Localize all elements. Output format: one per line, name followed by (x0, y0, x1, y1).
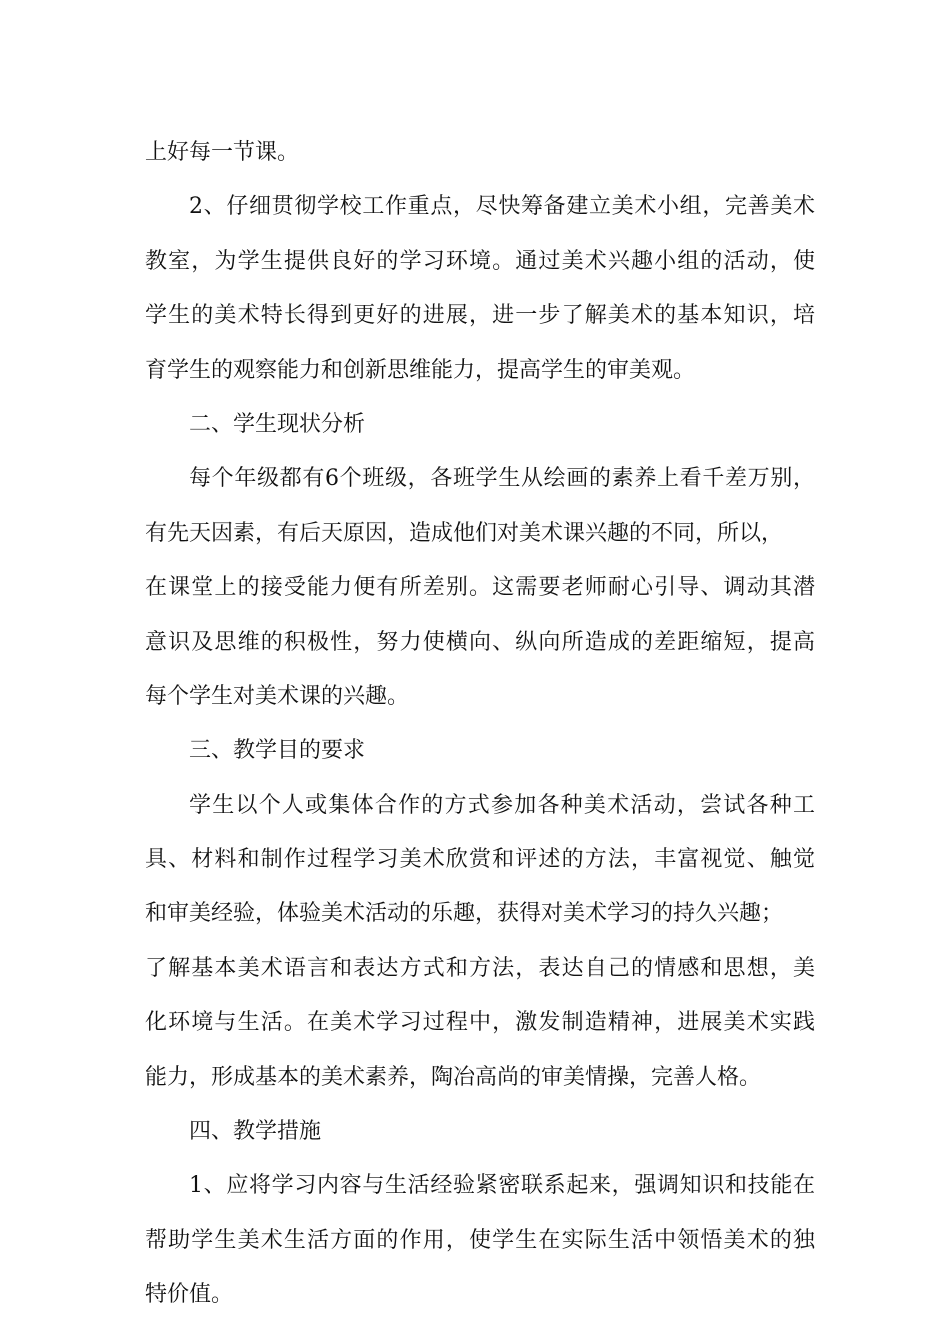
paragraph-first-line: 每个年级都有6个班级，各班学生从绘画的素养上看千差万别， (189, 466, 815, 492)
text-line: 教室，为学生提供良好的学习环境。通过美术兴趣小组的活动，使 (145, 248, 815, 274)
document-body (145, 128, 815, 1325)
text-line: 了解基本美术语言和表达方式和方法，表达自己的情感和思想，美 (145, 955, 815, 981)
text-line: 特价值。 (145, 1282, 234, 1308)
text-line: 帮助学生美术生活方面的作用，使学生在实际生活中领悟美术的独 (145, 1227, 815, 1253)
section-heading: 二、学生现状分析 (189, 411, 366, 437)
text-line: 意识及思维的积极性，努力使横向、纵向所造成的差距缩短，提高 (145, 629, 815, 655)
text-line: 能力，形成基本的美术素养，陶冶高尚的审美情操，完善人格。 (145, 1064, 762, 1090)
text-line: 上好每一节课。 (145, 140, 300, 165)
text-line: 具、材料和制作过程学习美术欣赏和评述的方法，丰富视觉、触觉 (145, 847, 815, 873)
paragraph-first-line: 2、仔细贯彻学校工作重点，尽快筹备建立美术小组，完善美术 (189, 194, 815, 220)
text-line: 学生的美术特长得到更好的进展，进一步了解美术的基本知识，培 (145, 303, 815, 329)
section-heading: 三、教学目的要求 (189, 738, 366, 764)
text-line: 育学生的观察能力和创新思维能力，提高学生的审美观。 (145, 357, 696, 383)
section-heading: 四、教学措施 (189, 1119, 322, 1145)
text-line: 在课堂上的接受能力便有所差别。这需要老师耐心引导、调动其潜 (145, 575, 815, 601)
text-line: 每个学生对美术课的兴趣。 (145, 683, 410, 709)
text-line: 化环境与生活。在美术学习过程中，激发制造精神，进展美术实践 (145, 1010, 815, 1036)
paragraph-first-line: 1、应将学习内容与生活经验紧密联系起来，强调知识和技能在 (189, 1173, 815, 1199)
paragraph-first-line: 学生以个人或集体合作的方式参加各种美术活动，尝试各种工 (189, 792, 815, 818)
text-line: 和审美经验，体验美术活动的乐趣，获得对美术学习的持久兴趣； (145, 901, 784, 927)
text-line: 有先天因素，有后天原因，造成他们对美术课兴趣的不同，所以， (145, 520, 784, 546)
